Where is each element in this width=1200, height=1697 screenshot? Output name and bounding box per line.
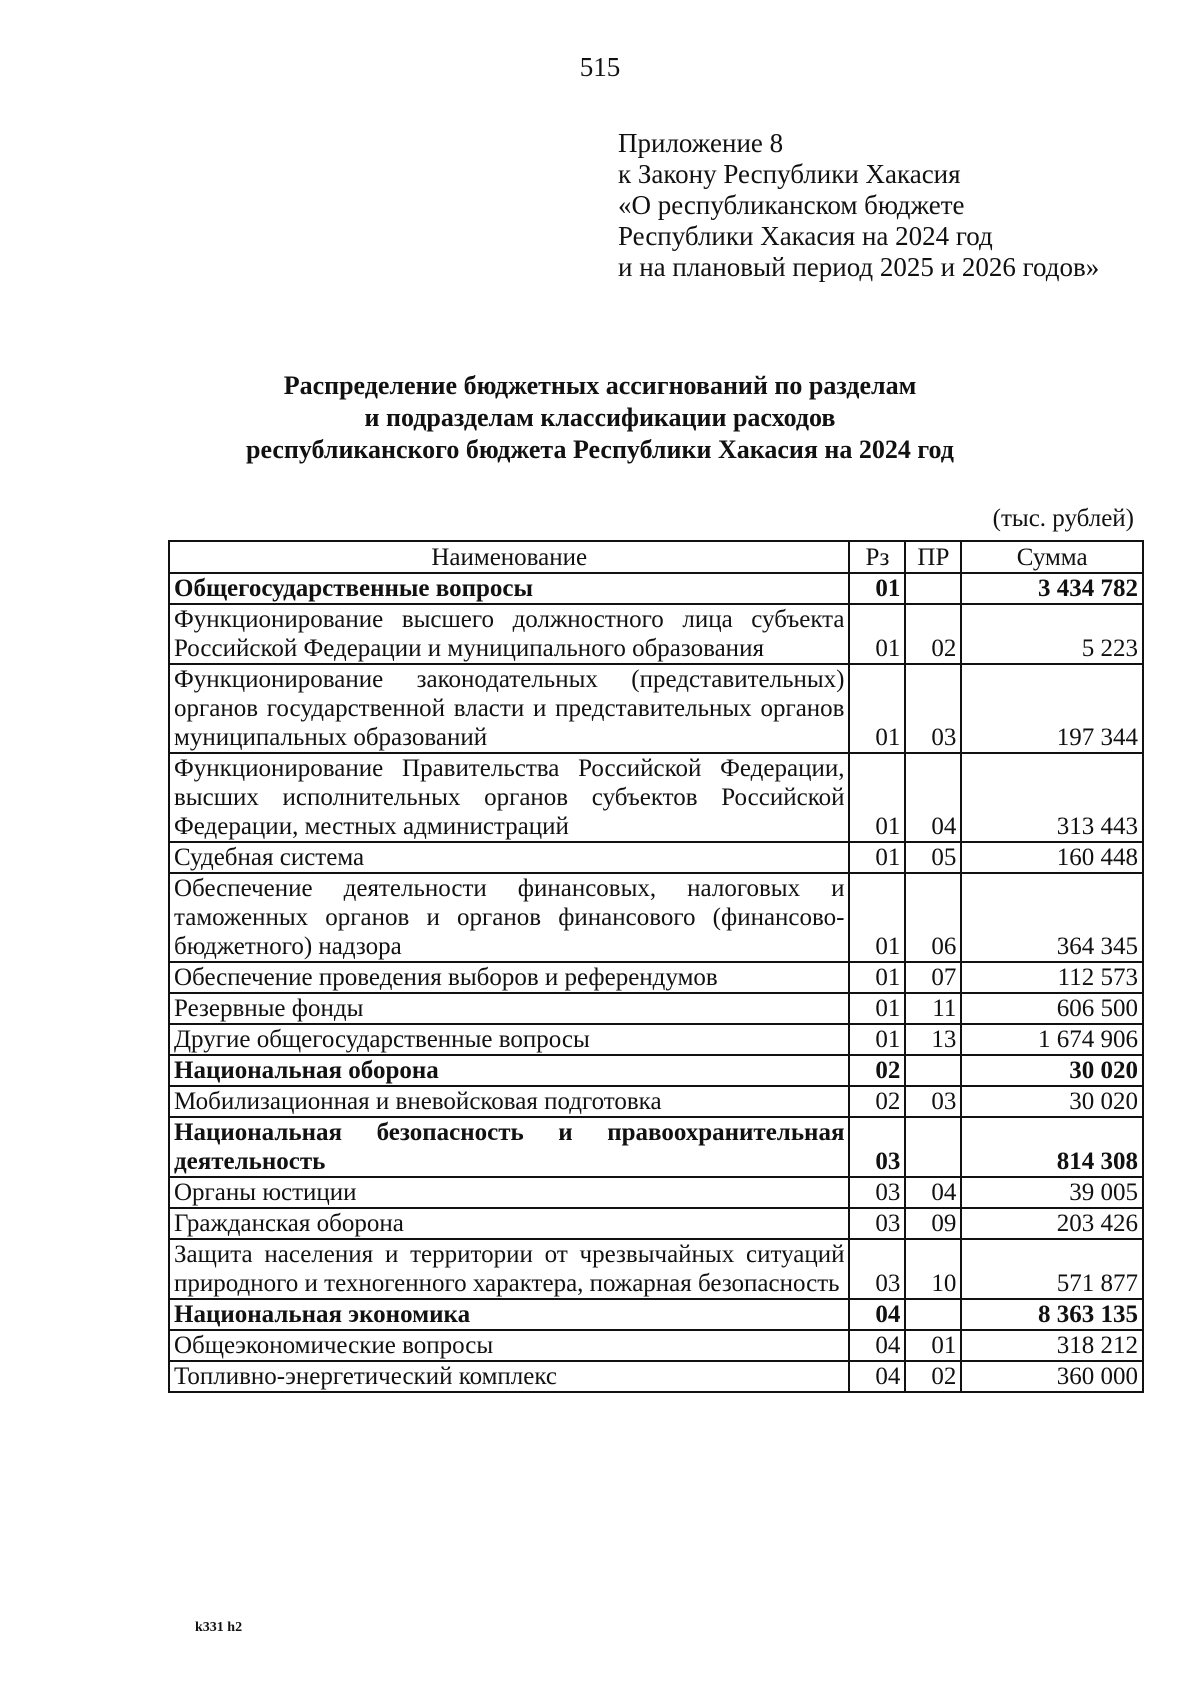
cell-sum: 8 363 135 [961,1299,1143,1330]
cell-pr: 04 [905,753,961,842]
cell-pr: 13 [905,1024,961,1055]
cell-name: Обеспечение проведения выборов и референдумов [169,962,849,993]
cell-pr: 07 [905,962,961,993]
table-row [169,1117,1143,1177]
table-row [169,1361,1143,1392]
cell-sum: 5 223 [961,604,1143,664]
cell-sum: 814 308 [961,1117,1143,1177]
table-row [169,1299,1143,1330]
cell-rz: 02 [849,1055,905,1086]
page-number: 515 [579,52,621,82]
table-body [169,573,1143,1392]
cell-sum: 606 500 [961,993,1143,1024]
cell-name: Гражданская оборона [169,1208,849,1239]
cell-name: Общеэкономические вопросы [169,1330,849,1361]
cell-name: Обеспечение деятельности финансовых, налоговых и таможенных органов и органов финансового (финансово-бюджетного) надзора [169,873,849,962]
cell-rz: 04 [849,1361,905,1392]
cell-rz: 04 [849,1330,905,1361]
cell-rz: 03 [849,1239,905,1299]
cell-pr: 11 [905,993,961,1024]
table-row [169,1239,1143,1299]
table-row [169,962,1143,993]
cell-pr: 05 [905,842,961,873]
cell-pr [905,1299,961,1330]
units-label: (тыс. рублей) [992,505,1134,532]
cell-pr [905,1055,961,1086]
budget-table [168,540,1144,1393]
cell-pr: 01 [905,1330,961,1361]
table-header-row [169,541,1143,573]
cell-rz: 03 [849,1208,905,1239]
cell-name: Мобилизационная и вневойсковая подготовка [169,1086,849,1117]
cell-sum: 197 344 [961,664,1143,753]
title-line: и подразделам классификации расходов [364,403,836,432]
cell-sum: 571 877 [961,1239,1143,1299]
table-row [169,1330,1143,1361]
appendix-line: к Закону Республики Хакасия [618,159,961,189]
cell-name: Резервные фонды [169,993,849,1024]
table-row [169,993,1143,1024]
title-line: республиканского бюджета Республики Хакасия на 2024 год [246,435,954,464]
cell-rz: 01 [849,842,905,873]
cell-pr: 06 [905,873,961,962]
cell-name: Другие общегосударственные вопросы [169,1024,849,1055]
cell-rz: 01 [849,873,905,962]
cell-pr: 03 [905,664,961,753]
table-row [169,1208,1143,1239]
table-row [169,753,1143,842]
cell-rz: 01 [849,1024,905,1055]
table-row [169,664,1143,753]
appendix-line: «О республиканском бюджете [618,190,965,220]
cell-rz: 03 [849,1117,905,1177]
table-row [169,1086,1143,1117]
cell-rz: 01 [849,993,905,1024]
cell-name: Судебная система [169,842,849,873]
cell-pr: 10 [905,1239,961,1299]
appendix-line: Приложение 8 [618,128,784,158]
table-row [169,604,1143,664]
cell-sum: 39 005 [961,1177,1143,1208]
header-name: Наименование [169,541,849,573]
cell-rz: 01 [849,753,905,842]
cell-pr: 04 [905,1177,961,1208]
cell-sum: 318 212 [961,1330,1143,1361]
cell-sum: 360 000 [961,1361,1143,1392]
cell-sum: 313 443 [961,753,1143,842]
document-title [150,370,1050,466]
table-row [169,1055,1143,1086]
cell-sum: 3 434 782 [961,573,1143,604]
cell-pr: 09 [905,1208,961,1239]
cell-rz: 03 [849,1177,905,1208]
cell-rz: 04 [849,1299,905,1330]
appendix-line: Республики Хакасия на 2024 год [618,221,993,251]
cell-name: Функционирование Правительства Российской Федерации, высших исполнительных органов субъектов Российской Федерации, местных администраций [169,753,849,842]
cell-pr: 03 [905,1086,961,1117]
header-rz: Рз [849,541,905,573]
cell-sum: 364 345 [961,873,1143,962]
cell-name: Функционирование высшего должностного лица субъекта Российской Федерации и муниципального образования [169,604,849,664]
cell-rz: 01 [849,664,905,753]
table-row [169,842,1143,873]
cell-pr [905,1117,961,1177]
cell-pr: 02 [905,604,961,664]
table-row [169,1177,1143,1208]
cell-name: Функционирование законодательных (представительных) органов государственной власти и представительных органов муниципальных образований [169,664,849,753]
cell-name: Национальная безопасность и правоохранительная деятельность [169,1117,849,1177]
cell-name: Национальная экономика [169,1299,849,1330]
cell-name: Топливно-энергетический комплекс [169,1361,849,1392]
cell-sum: 1 674 906 [961,1024,1143,1055]
cell-sum: 112 573 [961,962,1143,993]
header-pr: ПР [905,541,961,573]
cell-name: Национальная оборона [169,1055,849,1086]
table-row [169,1024,1143,1055]
cell-name: Общегосударственные вопросы [169,573,849,604]
cell-name: Органы юстиции [169,1177,849,1208]
cell-pr [905,573,961,604]
footer-code: k331 h2 [195,1620,243,1635]
header-sum: Сумма [961,541,1143,573]
cell-pr: 02 [905,1361,961,1392]
cell-rz: 01 [849,962,905,993]
cell-sum: 30 020 [961,1086,1143,1117]
appendix-line: и на плановый период 2025 и 2026 годов» [618,252,1100,282]
table-row [169,573,1143,604]
cell-sum: 160 448 [961,842,1143,873]
cell-name: Защита населения и территории от чрезвычайных ситуаций природного и техногенного характера, пожарная безопасность [169,1239,849,1299]
cell-rz: 02 [849,1086,905,1117]
title-line: Распределение бюджетных ассигнований по разделам [283,371,917,400]
cell-sum: 30 020 [961,1055,1143,1086]
table-row [169,873,1143,962]
cell-rz: 01 [849,573,905,604]
cell-rz: 01 [849,604,905,664]
cell-sum: 203 426 [961,1208,1143,1239]
appendix-heading [618,128,1178,283]
